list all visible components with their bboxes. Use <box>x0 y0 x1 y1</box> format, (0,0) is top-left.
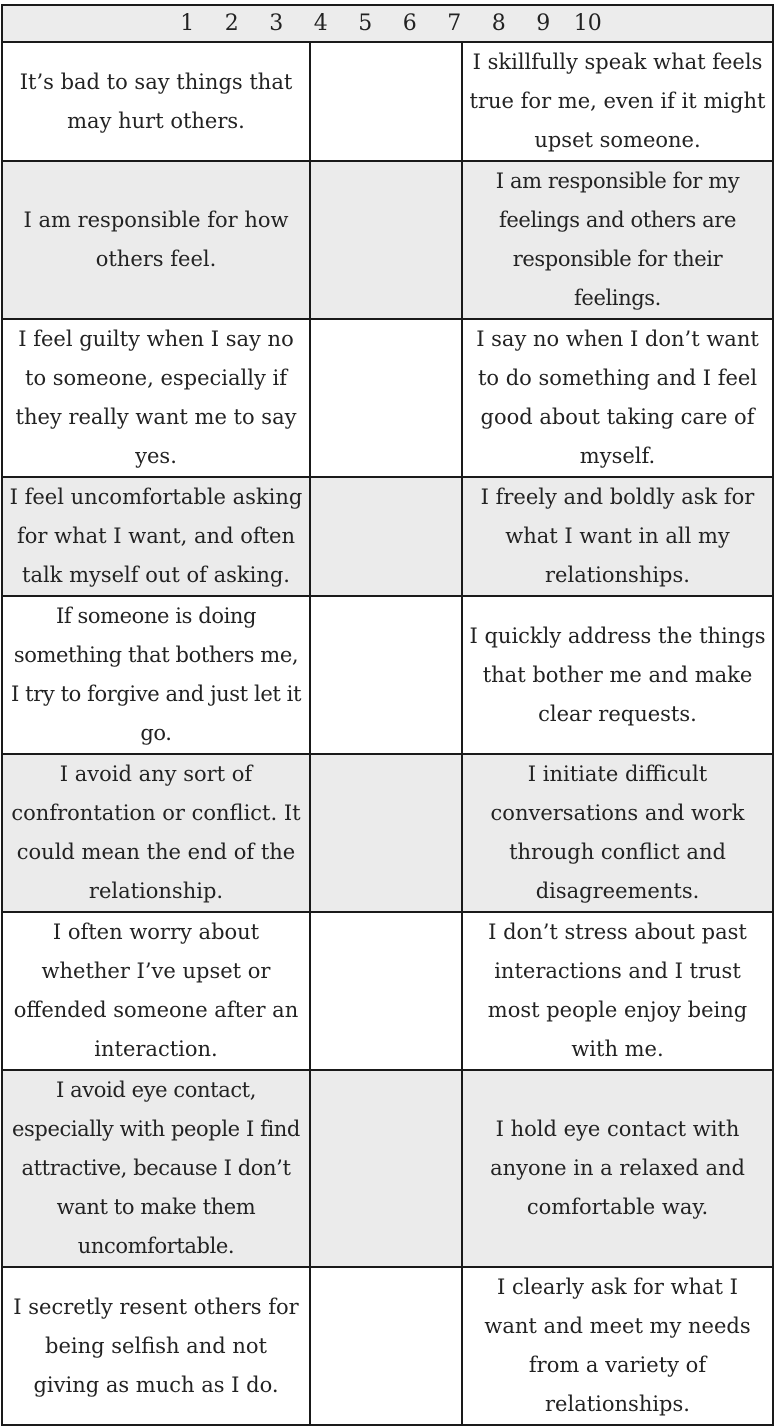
rating-cell[interactable] <box>310 912 462 1070</box>
rating-cell[interactable] <box>310 596 462 754</box>
rating-cell[interactable] <box>310 161 462 319</box>
rating-cell[interactable] <box>310 42 462 161</box>
left-statement: I avoid any sort of confrontation or conflict. It could mean the end of the relationship. <box>2 754 310 912</box>
statement-row <box>2 42 773 161</box>
right-statement: I say no when I don’t want to do something and I feel good about taking care of myself. <box>462 319 773 477</box>
rating-cell[interactable] <box>310 1070 462 1267</box>
right-statement: I clearly ask for what I want and meet my needs from a variety of relationships. <box>462 1267 773 1425</box>
right-statement: I don’t stress about past interactions and I trust most people enjoy being with me. <box>462 912 773 1070</box>
scale-number[interactable]: 6 <box>402 11 417 36</box>
scale-header-cell <box>2 5 773 42</box>
left-statement: I avoid eye contact, especially with people I find attractive, because I don’t want to make them uncomfortable. <box>2 1070 310 1267</box>
right-statement: I am responsible for my feelings and others are responsible for their feelings. <box>462 161 773 319</box>
scale-number[interactable]: 8 <box>491 11 506 36</box>
scale-number[interactable]: 5 <box>358 11 373 36</box>
left-statement: I often worry about whether I’ve upset or offended someone after an interaction. <box>2 912 310 1070</box>
rating-cell[interactable] <box>310 754 462 912</box>
right-statement: I initiate difficult conversations and work through conflict and disagreements. <box>462 754 773 912</box>
statement-row <box>2 477 773 596</box>
statement-row <box>2 912 773 1070</box>
left-statement: I am responsible for how others feel. <box>2 161 310 319</box>
scale-number[interactable]: 1 <box>180 11 195 36</box>
right-statement: I quickly address the things that bother me and make clear requests. <box>462 596 773 754</box>
scale-number[interactable]: 2 <box>224 11 239 36</box>
right-statement: I skillfully speak what feels true for me, even if it might upset someone. <box>462 42 773 161</box>
scale-header-row <box>2 5 773 42</box>
left-statement: I feel uncomfortable asking for what I want, and often talk myself out of asking. <box>2 477 310 596</box>
statement-row <box>2 754 773 912</box>
left-statement: I feel guilty when I say no to someone, especially if they really want me to say yes. <box>2 319 310 477</box>
scale-number[interactable]: 9 <box>536 11 551 36</box>
right-statement: I hold eye contact with anyone in a relaxed and comfortable way. <box>462 1070 773 1267</box>
rating-cell[interactable] <box>310 319 462 477</box>
rating-cell[interactable] <box>310 1267 462 1425</box>
scale-numbers <box>9 6 766 41</box>
statement-row <box>2 596 773 754</box>
scale-number[interactable]: 7 <box>447 11 462 36</box>
rating-scale-table <box>1 4 774 1426</box>
statement-row <box>2 161 773 319</box>
left-statement: I secretly resent others for being selfish and not giving as much as I do. <box>2 1267 310 1425</box>
statement-row <box>2 319 773 477</box>
statement-row <box>2 1070 773 1267</box>
scale-number[interactable]: 4 <box>313 11 328 36</box>
scale-number[interactable]: 3 <box>269 11 284 36</box>
rating-cell[interactable] <box>310 477 462 596</box>
statement-row <box>2 1267 773 1425</box>
right-statement: I freely and boldly ask for what I want in all my relationships. <box>462 477 773 596</box>
scale-number[interactable]: 10 <box>573 11 602 36</box>
left-statement: It’s bad to say things that may hurt others. <box>2 42 310 161</box>
left-statement: If someone is doing something that bothers me, I try to forgive and just let it go. <box>2 596 310 754</box>
